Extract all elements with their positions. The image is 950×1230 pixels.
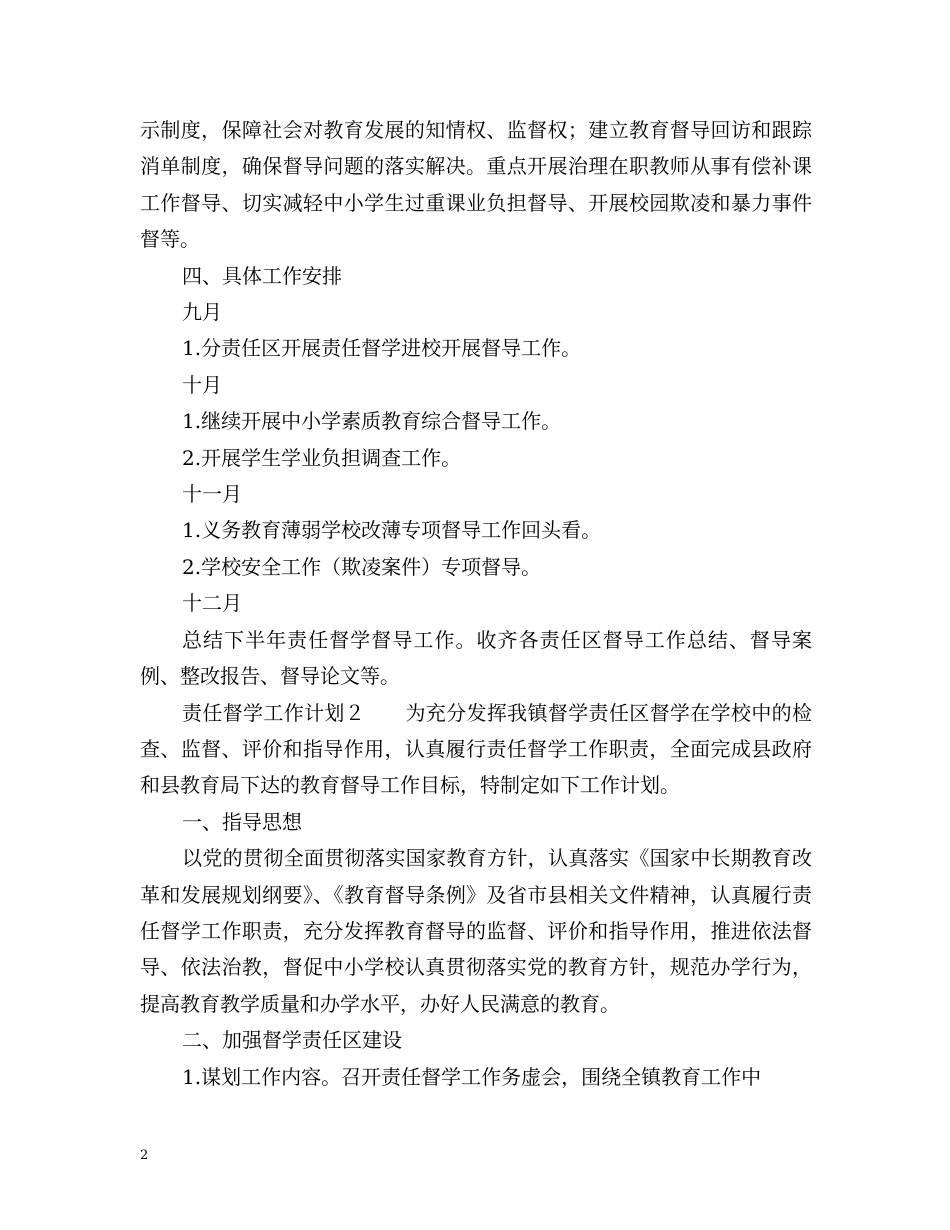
page-number: 2 bbox=[140, 1148, 149, 1163]
plan-intro: 为充分发挥我镇督学责任区督学在学校中的检查、监督、评价和指导作用，认真履行责任督学工作职责，全面完成县政府和县教育局下达的教育督导工作目标，特制定如下工作计划。 bbox=[140, 700, 813, 798]
list-item: 1.义务教育薄弱学校改薄专项督导工作回头看。 bbox=[182, 518, 602, 543]
list-item: 2.开展学生学业负担调查工作。 bbox=[182, 445, 462, 470]
section-heading-strengthen-area: 二、加强督学责任区建设 bbox=[182, 1028, 402, 1053]
month-heading-september: 九月 bbox=[182, 300, 222, 325]
paragraph-continuation: 示制度，保障社会对教育发展的知情权、监督权；建立教育督导回访和跟踪消单制度，确保督导问题的落实解决。重点开展治理在职教师从事有偿补课工作督导、切实减轻中小学生过重课业负担督导、开展校园欺凌和暴力事件督等。 bbox=[140, 118, 812, 252]
list-item: 1.继续开展中小学素质教育综合督导工作。 bbox=[182, 409, 562, 434]
list-item: 2.学校安全工作（欺凌案件）专项督导。 bbox=[182, 554, 542, 579]
paragraph-guiding-ideology: 以党的贯彻全面贯彻落实国家教育方针，认真落实《国家中长期教育改革和发展规划纲要》、《教育督导条例》及省市县相关文件精神，认真履行责任督学工作职责，充分发挥教育督导的监督、评价和指导作用，推进依法督导、依法治教，督促中小学校认真贯彻落实党的教育方针，规范办学行为，提高教育教学质量和办学水平，办好人民满意的教育。 bbox=[140, 846, 812, 1016]
month-heading-november: 十一月 bbox=[182, 482, 242, 507]
plan-heading: 责任督学工作计划２ bbox=[182, 700, 366, 725]
section-heading-guiding-ideology: 一、指导思想 bbox=[182, 809, 302, 834]
list-item: 1.谋划工作内容。召开责任督学工作务虚会，围绕全镇教育工作中 bbox=[182, 1064, 762, 1089]
month-heading-october: 十月 bbox=[182, 372, 222, 397]
plan-paragraph bbox=[140, 695, 812, 804]
document-body bbox=[140, 112, 812, 1095]
section-heading-schedule: 四、具体工作安排 bbox=[182, 263, 342, 288]
list-item: 1.分责任区开展责任督学进校开展督导工作。 bbox=[182, 336, 582, 361]
paragraph-summary: 总结下半年责任督学督导工作。收齐各责任区督导工作总结、督导案例、整改报告、督导论文等。 bbox=[140, 627, 812, 689]
month-heading-december: 十二月 bbox=[182, 591, 242, 616]
